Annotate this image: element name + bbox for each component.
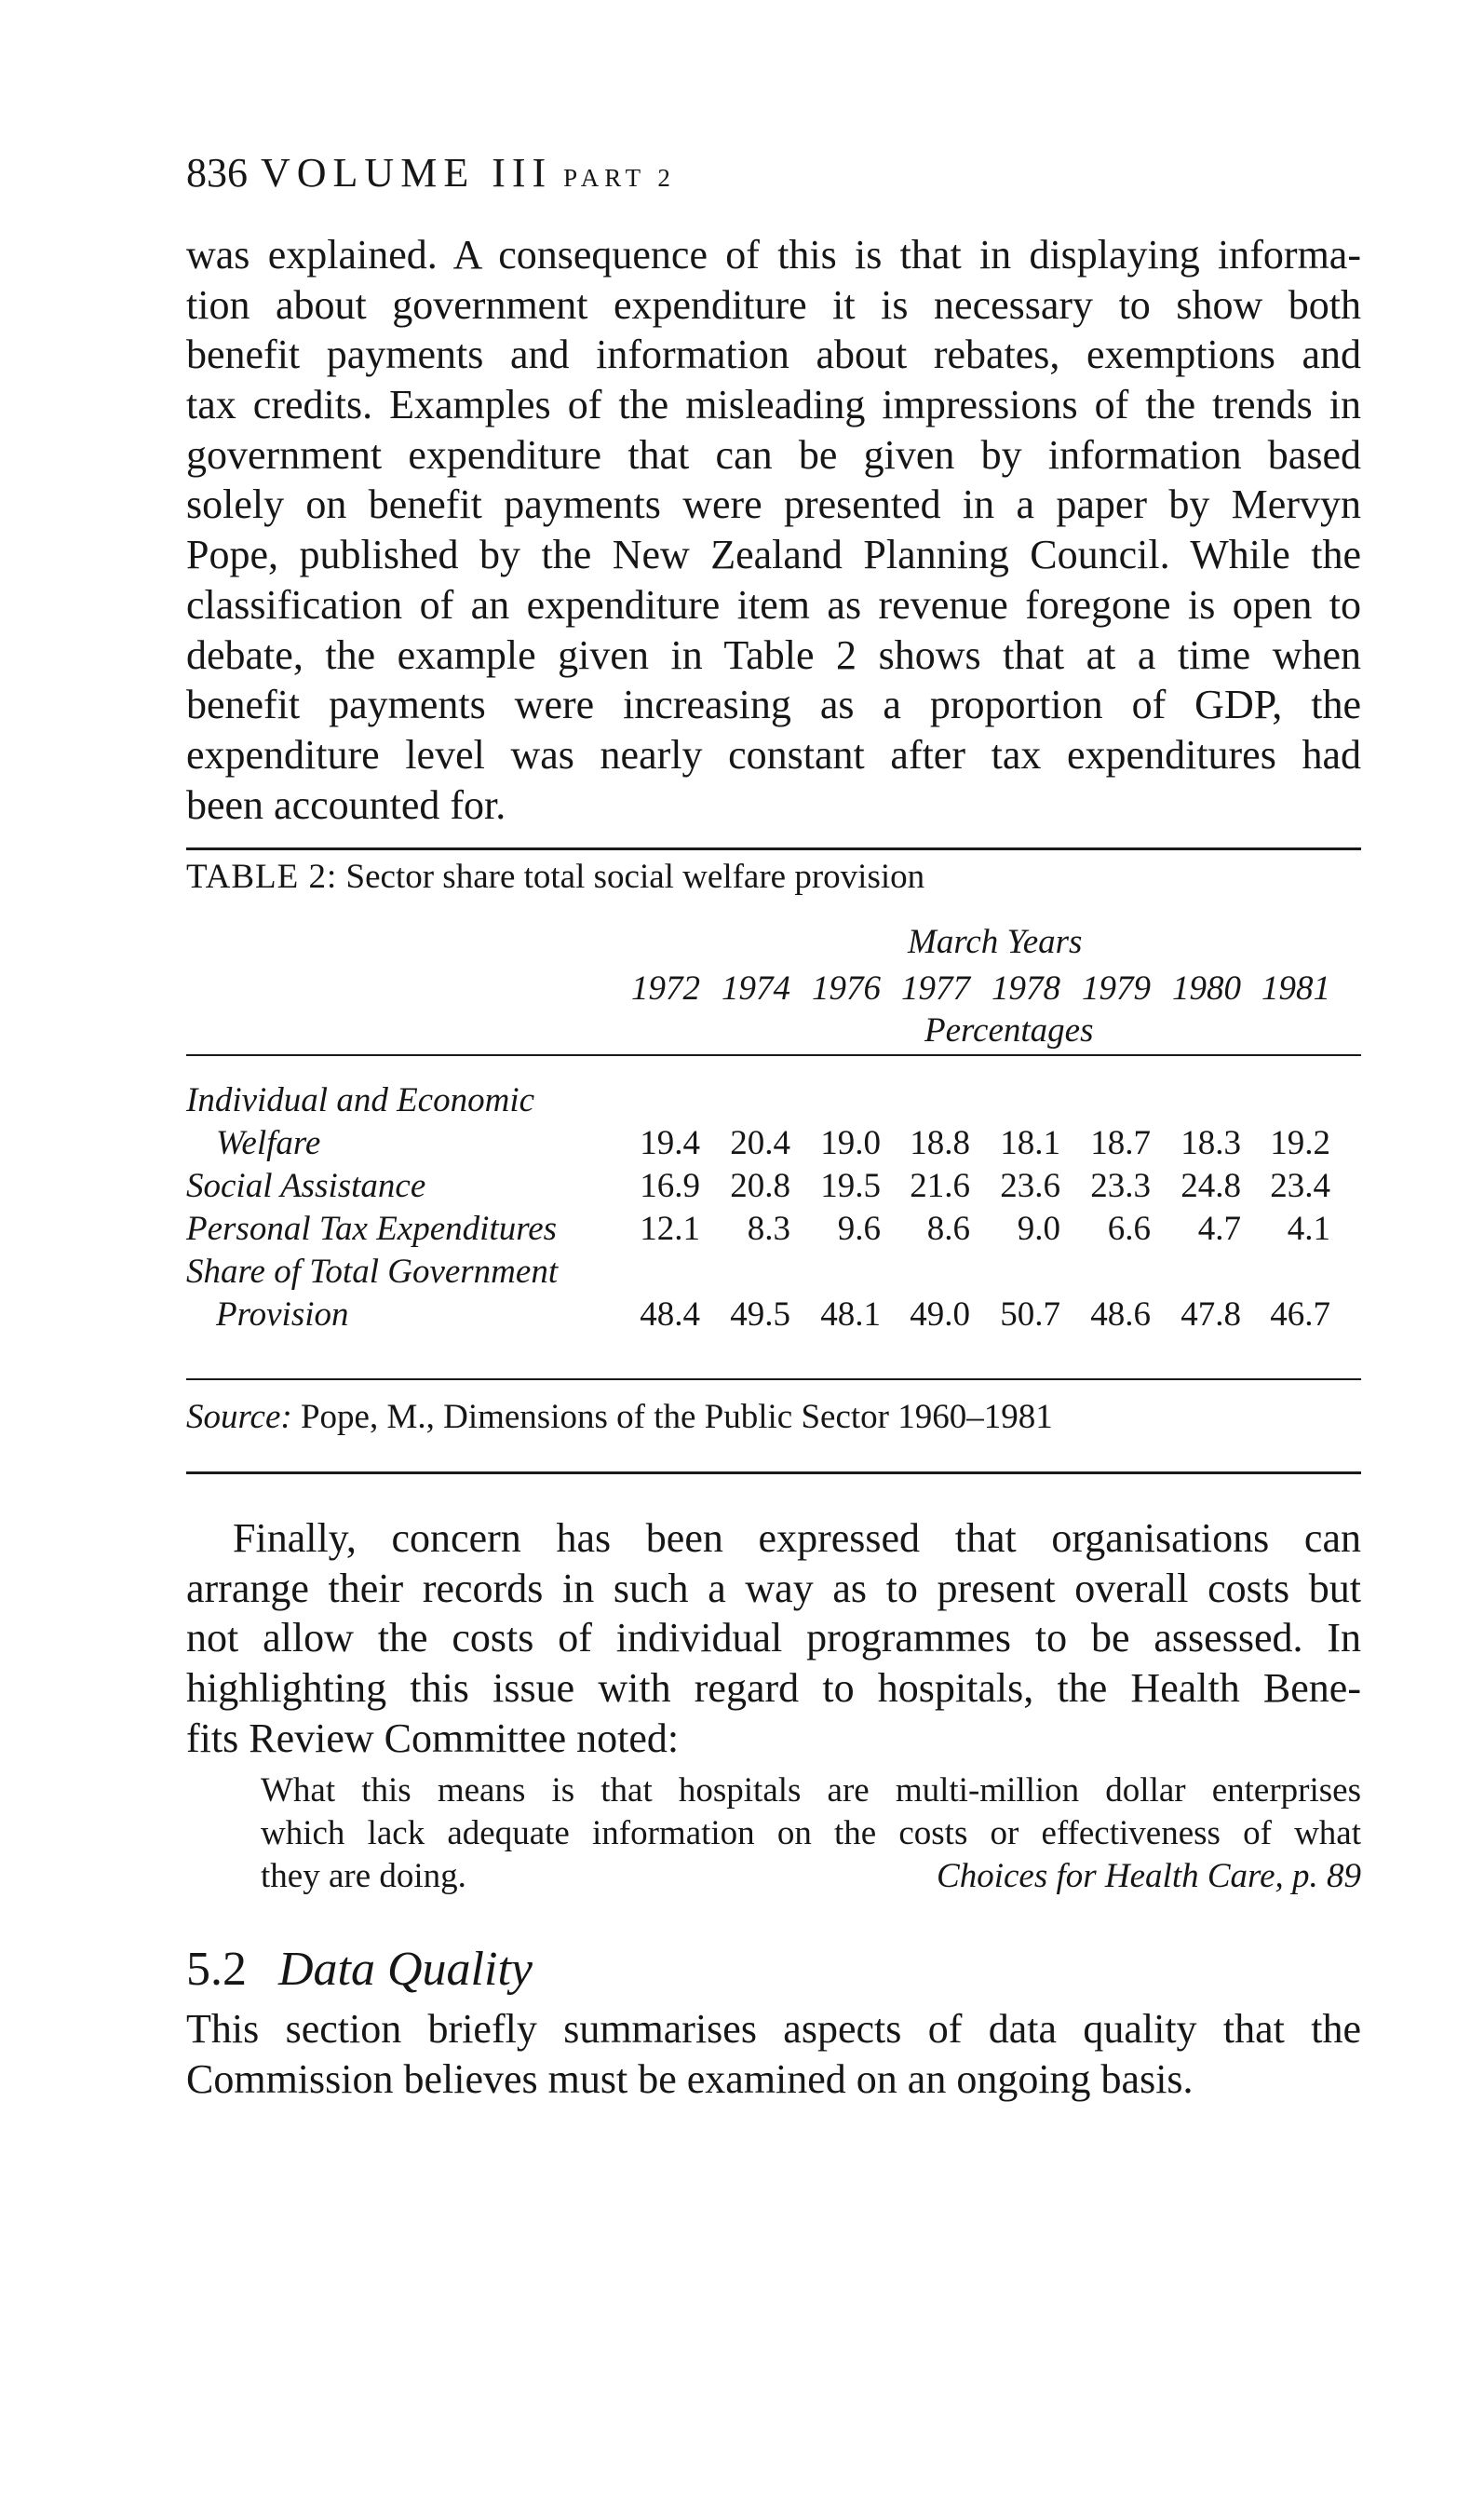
- text-line: Pope, published by the New Zealand Planning Council. While the: [186, 532, 1361, 578]
- table-cell: 16.9: [640, 1167, 700, 1205]
- table-cell: 48.1: [820, 1295, 881, 1334]
- table-cell: 18.7: [1090, 1124, 1151, 1162]
- text-line: was explained. A consequence of this is that in displaying informa-: [186, 232, 1361, 278]
- table-header-percentages: Percentages: [924, 1011, 1094, 1050]
- text-line: expenditure level was nearly constant after tax expenditures had: [186, 731, 1361, 778]
- table-cell: 12.1: [640, 1210, 700, 1248]
- table-caption-text: Sector share total social welfare provision: [345, 858, 925, 896]
- table-bottom-rule: [186, 1471, 1361, 1474]
- text-line: tion about government expenditure it is necessary to show both: [186, 281, 1361, 328]
- section-number: 5.2: [186, 1943, 247, 1996]
- table-cell: 19.5: [820, 1167, 881, 1205]
- table-cell: 8.6: [926, 1210, 970, 1248]
- table-cell: 49.5: [730, 1295, 790, 1334]
- text-line: highlighting this issue with regard to hospitals, the Health Bene-: [186, 1665, 1361, 1712]
- quote-line: which lack adequate information on the costs or effectiveness of what: [261, 1814, 1361, 1852]
- table-caption: [186, 857, 924, 898]
- quote-last-line: [261, 1855, 1361, 1898]
- table-cell: 6.6: [1107, 1210, 1151, 1248]
- text-line: fits Review Committee noted:: [186, 1715, 680, 1761]
- table-cell: 18.1: [1000, 1124, 1060, 1162]
- table-top-rule: [186, 847, 1361, 850]
- year-header: 1979: [1082, 969, 1151, 1008]
- table-header-rule: [186, 1054, 1361, 1056]
- row-label: Individual and Economic: [186, 1081, 535, 1119]
- row-label: Provision: [216, 1295, 349, 1334]
- table-cell: 46.7: [1270, 1295, 1330, 1334]
- block-quote: [261, 1769, 1361, 1898]
- text-line: debate, the example given in Table 2 shows that at a time when: [186, 631, 1361, 678]
- table-cell: 48.6: [1090, 1295, 1151, 1334]
- text-line: government expenditure that can be given by information based: [186, 431, 1361, 478]
- quote-line: What this means is that hospitals are multi-million dollar enterprises: [261, 1771, 1361, 1810]
- text-line: This section briefly summarises aspects of data quality that the: [186, 2006, 1361, 2052]
- text-line: classification of an expenditure item as revenue foregone is open to: [186, 581, 1361, 628]
- year-header: 1977: [901, 969, 970, 1008]
- table-cell: 4.1: [1287, 1210, 1330, 1248]
- year-header: 1978: [992, 969, 1060, 1008]
- text-line: arrange their records in such a way as to present overall costs but: [186, 1565, 1361, 1611]
- text-line: solely on benefit payments were presented in a paper by Mervyn: [186, 481, 1361, 528]
- table-cell: 48.4: [640, 1295, 700, 1334]
- table-cell: 20.8: [730, 1167, 790, 1205]
- text-line: not allow the costs of individual programmes to be assessed. In: [186, 1615, 1361, 1661]
- year-header: 1972: [631, 969, 700, 1008]
- table-cell: 9.6: [837, 1210, 881, 1248]
- table-source: [186, 1397, 1053, 1438]
- year-header: 1974: [722, 969, 790, 1008]
- row-label: Social Assistance: [186, 1167, 426, 1205]
- table-cell: 23.3: [1090, 1167, 1151, 1205]
- year-header: 1980: [1172, 969, 1241, 1008]
- table-cell: 24.8: [1180, 1167, 1241, 1205]
- table-cell: 18.3: [1180, 1124, 1241, 1162]
- year-header: 1976: [812, 969, 881, 1008]
- row-label: Welfare: [216, 1124, 321, 1162]
- quote-line: they are doing.: [261, 1857, 466, 1895]
- table-cell: 4.7: [1197, 1210, 1241, 1248]
- text-line: benefit payments and information about rebates, exemptions and: [186, 332, 1361, 378]
- text-line: been accounted for.: [186, 781, 506, 828]
- row-label: Personal Tax Expenditures: [186, 1210, 558, 1248]
- table-cell: 8.3: [747, 1210, 790, 1248]
- table-cell: 23.6: [1000, 1167, 1060, 1205]
- text-line: tax credits. Examples of the misleading impressions of the trends in: [186, 382, 1361, 428]
- table-cell: 21.6: [910, 1167, 970, 1205]
- table-cell: 18.8: [910, 1124, 970, 1162]
- part-label: PART 2: [563, 164, 676, 192]
- year-header: 1981: [1261, 969, 1330, 1008]
- table-cell: 19.0: [820, 1124, 881, 1162]
- text-line: benefit payments were increasing as a proportion of GDP, the: [186, 682, 1361, 728]
- quote-citation: Choices for Health Care, p. 89: [937, 1857, 1361, 1895]
- table-cell: 20.4: [730, 1124, 790, 1162]
- source-text: Pope, M., Dimensions of the Public Sector 1960–1981: [300, 1398, 1053, 1436]
- table-cell: 19.2: [1270, 1124, 1330, 1162]
- paragraph-data-quality: [186, 2004, 1361, 2104]
- page-number: 836: [186, 150, 248, 196]
- text-line: Commission believes must be examined on an ongoing basis.: [186, 2055, 1194, 2102]
- paragraph-finally: [186, 1513, 1361, 1763]
- table-header-march-years: March Years: [908, 923, 1083, 961]
- table-cell: 50.7: [1000, 1295, 1060, 1334]
- paragraph-intro: [186, 230, 1361, 830]
- table-cell: 49.0: [910, 1295, 970, 1334]
- table-cell: 23.4: [1270, 1167, 1330, 1205]
- table-cell: 9.0: [1017, 1210, 1060, 1248]
- table-body-rule: [186, 1378, 1361, 1380]
- running-head: [186, 149, 676, 202]
- source-label: Source:: [186, 1398, 292, 1436]
- table-cell: 47.8: [1180, 1295, 1241, 1334]
- table-caption-label: TABLE 2:: [186, 858, 338, 896]
- row-label: Share of Total Government: [186, 1253, 559, 1291]
- table-cell: 19.4: [640, 1124, 700, 1162]
- section-heading: [186, 1942, 533, 1998]
- section-title: Data Quality: [278, 1943, 533, 1996]
- volume-label: VOLUME III: [261, 150, 553, 196]
- text-line: Finally, concern has been expressed that organisations can: [233, 1515, 1361, 1561]
